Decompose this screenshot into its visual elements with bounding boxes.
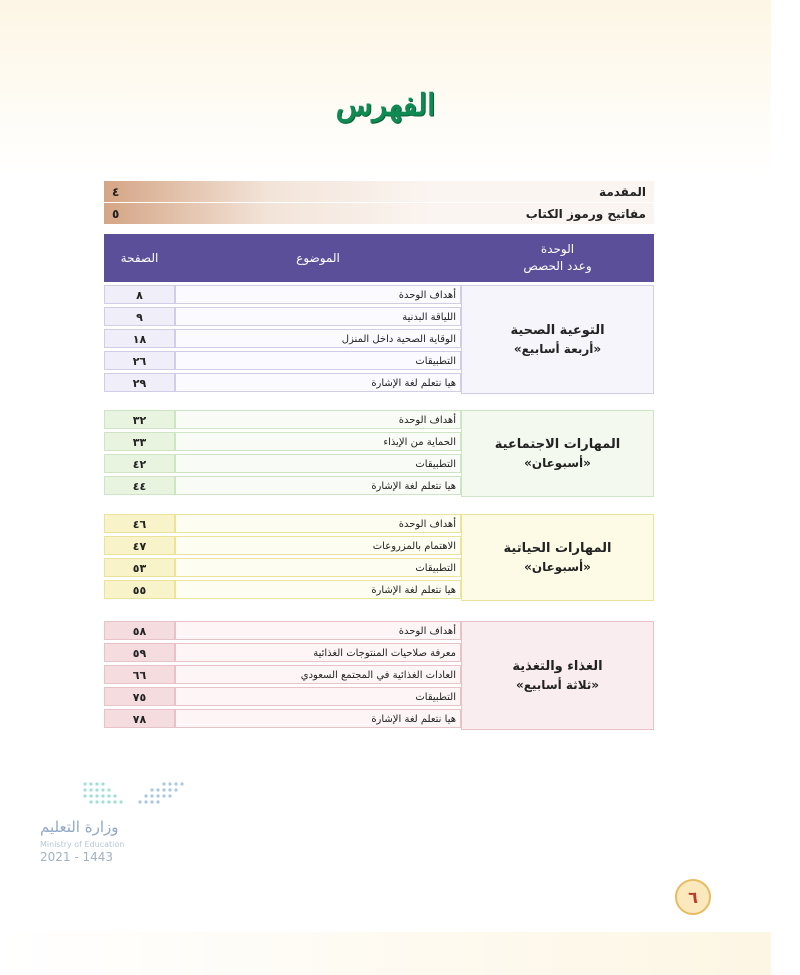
unit-cell: [461, 514, 654, 601]
intro-page: ٤: [112, 184, 120, 199]
unit-name: الغذاء والتغذية: [512, 659, 603, 674]
row-page: ١٨: [104, 329, 175, 348]
table-row: [104, 687, 461, 706]
table-row: [104, 621, 461, 640]
header-unit: [461, 234, 654, 282]
row-page: ٥٥: [104, 580, 175, 599]
unit-cell: [461, 621, 654, 730]
row-topic: الاهتمام بالمزروعات: [175, 536, 461, 555]
row-topic: أهداف الوحدة: [175, 514, 461, 533]
row-page: ٧٨: [104, 709, 175, 728]
header-unit-line1: الوحدة: [540, 242, 575, 256]
table-row: [104, 351, 461, 370]
row-topic: الحماية من الإيذاء: [175, 432, 461, 451]
table-row: [104, 329, 461, 348]
logo-dots-icon: [80, 778, 190, 818]
table-row: [104, 580, 461, 599]
bottom-band: [0, 932, 771, 975]
row-topic: هيا نتعلم لغة الإشارة: [175, 373, 461, 392]
row-topic: التطبيقات: [175, 687, 461, 706]
row-page: ٧٥: [104, 687, 175, 706]
table-row: [104, 285, 461, 304]
header-page: الصفحة: [120, 250, 159, 265]
unit-name: التوعية الصحية: [510, 323, 605, 338]
unit-group: [104, 514, 654, 601]
logo-arabic-text: وزارة التعليم: [40, 818, 119, 836]
intro-label: المقدمة: [599, 184, 646, 199]
row-topic: هيا نتعلم لغة الإشارة: [175, 709, 461, 728]
unit-group: [104, 621, 654, 730]
row-page: ٤٤: [104, 476, 175, 495]
table-row: [104, 665, 461, 684]
page-edge: [771, 0, 800, 975]
row-page: ٤٢: [104, 454, 175, 473]
row-topic: التطبيقات: [175, 351, 461, 370]
unit-cell: [461, 285, 654, 394]
unit-group: [104, 410, 654, 497]
table-row: [104, 476, 461, 495]
unit-name: المهارات الحياتية: [503, 541, 612, 556]
ministry-logo: [40, 778, 190, 878]
row-topic: أهداف الوحدة: [175, 621, 461, 640]
row-page: ٣٣: [104, 432, 175, 451]
row-page: ٤٧: [104, 536, 175, 555]
unit-duration: «أسبوعان»: [524, 560, 591, 574]
table-row: [104, 432, 461, 451]
row-page: ٢٦: [104, 351, 175, 370]
unit-cell: [461, 410, 654, 497]
table-row: [104, 454, 461, 473]
intro-page: ٥: [112, 206, 120, 221]
table-row: [104, 558, 461, 577]
row-page: ٥٣: [104, 558, 175, 577]
unit-group: [104, 285, 654, 394]
unit-name: المهارات الاجتماعية: [494, 437, 621, 452]
row-page: ٦٦: [104, 665, 175, 684]
row-topic: العادات الغذائية في المجتمع السعودي: [175, 665, 461, 684]
page-title: الفهرس: [335, 88, 436, 123]
row-topic: هيا نتعلم لغة الإشارة: [175, 580, 461, 599]
table-row: [104, 536, 461, 555]
unit-duration: «أسبوعان»: [524, 456, 591, 470]
table-row: [104, 514, 461, 533]
unit-duration: «أربعة أسابيع»: [513, 342, 602, 356]
row-topic: اللياقة البدنية: [175, 307, 461, 326]
row-page: ٨: [104, 285, 175, 304]
row-topic: التطبيقات: [175, 558, 461, 577]
header-topic: الموضوع: [296, 250, 340, 265]
row-page: ٥٩: [104, 643, 175, 662]
table-row: [104, 307, 461, 326]
row-page: ٣٢: [104, 410, 175, 429]
row-topic: أهداف الوحدة: [175, 410, 461, 429]
logo-year: 2021 - 1443: [40, 850, 114, 864]
table-row: [104, 643, 461, 662]
logo-english-text: Ministry of Education: [40, 840, 125, 849]
table-row: [104, 709, 461, 728]
row-topic: التطبيقات: [175, 454, 461, 473]
row-page: ٢٩: [104, 373, 175, 392]
header-unit-line2: وعدد الحصص: [523, 259, 592, 273]
intro-row: [104, 181, 654, 202]
intro-row: [104, 203, 654, 224]
row-page: ٩: [104, 307, 175, 326]
row-topic: هيا نتعلم لغة الإشارة: [175, 476, 461, 495]
table-row: [104, 410, 461, 429]
unit-duration: «ثلاثة أسابيع»: [515, 678, 600, 692]
row-topic: الوقاية الصحية داخل المنزل: [175, 329, 461, 348]
table-header: [104, 234, 654, 282]
row-topic: معرفة صلاحيات المنتوجات الغذائية: [175, 643, 461, 662]
row-page: ٥٨: [104, 621, 175, 640]
table-row: [104, 373, 461, 392]
intro-label: مفاتيح ورموز الكتاب: [525, 206, 646, 221]
page-number-badge: ٦: [675, 879, 711, 915]
row-topic: أهداف الوحدة: [175, 285, 461, 304]
row-page: ٤٦: [104, 514, 175, 533]
